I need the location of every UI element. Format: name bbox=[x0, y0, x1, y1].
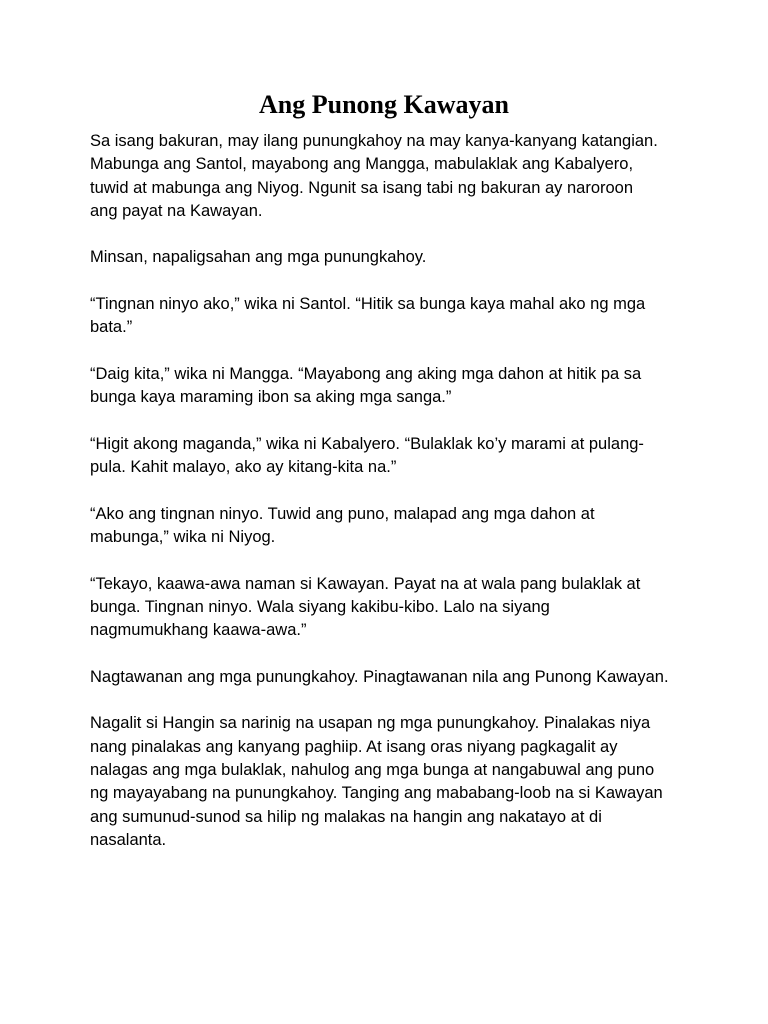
text-line: Sa isang bakuran, may ilang punungkahoy na may kanya-kanyang katangian. bbox=[90, 132, 658, 150]
text-line: nalagas ang mga bulaklak, nahulog ang mga bunga at nangabuwal ang puno bbox=[90, 761, 655, 780]
text-line: ang payat na Kawayan. bbox=[90, 201, 263, 220]
paragraph-9 bbox=[90, 712, 690, 852]
text-line: Minsan, napaligsahan ang mga punungkahoy. bbox=[90, 248, 427, 267]
text-line: bata.” bbox=[90, 318, 133, 337]
paragraph-1 bbox=[90, 130, 690, 223]
text-line: ang sumunud-sunod sa hilip ng malakas na hangin ang nakatayo at di bbox=[90, 807, 602, 826]
paragraph-8 bbox=[90, 666, 690, 689]
text-line: bunga. Tingnan ninyo. Wala siyang kakibu-kibo. Lalo na siyang bbox=[90, 597, 550, 616]
paragraph-2 bbox=[90, 246, 690, 269]
paragraph-4 bbox=[90, 363, 690, 410]
text-line: “Daig kita,” wika ni Mangga. “Mayabong ang aking mga dahon at hitik pa sa bbox=[90, 364, 642, 383]
paragraph-5 bbox=[90, 433, 690, 480]
text-line: “Tekayo, kaawa-awa naman si Kawayan. Payat na at wala pang bulaklak at bbox=[90, 574, 641, 593]
text-line: Nagalit si Hangin sa narinig na usapan ng mga punungkahoy. Pinalakas niya bbox=[90, 714, 651, 733]
text-line: pula. Kahit malayo, ako ay kitang-kita na.” bbox=[90, 458, 397, 477]
text-line: “Tingnan ninyo ako,” wika ni Santol. “Hitik sa bunga kaya mahal ako ng mga bbox=[90, 295, 646, 314]
text-line: ng mayayabang na punungkahoy. Tanging ang mababang-loob na si Kawayan bbox=[90, 784, 663, 803]
text-line: nagmumukhang kaawa-awa.” bbox=[90, 621, 307, 640]
story-body bbox=[90, 130, 690, 876]
paragraph-3 bbox=[90, 293, 690, 340]
text-line: bunga kaya maraming ibon sa aking mga sanga.” bbox=[90, 388, 452, 407]
paragraph-7 bbox=[90, 573, 690, 643]
text-line: “Higit akong maganda,” wika ni Kabalyero. “Bulaklak ko’y marami at pulang- bbox=[90, 434, 644, 453]
text-line: nang pinalakas ang kanyang paghiip. At isang oras niyang pagkagalit ay bbox=[90, 737, 618, 756]
paragraph-6 bbox=[90, 503, 690, 550]
page-title: Ang Punong Kawayan bbox=[259, 90, 509, 119]
text-line: mabunga,” wika ni Niyog. bbox=[90, 528, 276, 547]
text-line: “Ako ang tingnan ninyo. Tuwid ang puno, malapad ang mga dahon at bbox=[90, 504, 595, 523]
text-line: Mabunga ang Santol, mayabong ang Mangga, mabulaklak ang Kabalyero, bbox=[90, 155, 634, 174]
text-line: tuwid at mabunga ang Niyog. Ngunit sa isang tabi ng bakuran ay naroroon bbox=[90, 178, 634, 197]
text-line: Nagtawanan ang mga punungkahoy. Pinagtawanan nila ang Punong Kawayan. bbox=[90, 667, 669, 686]
text-line: nasalanta. bbox=[90, 830, 167, 849]
